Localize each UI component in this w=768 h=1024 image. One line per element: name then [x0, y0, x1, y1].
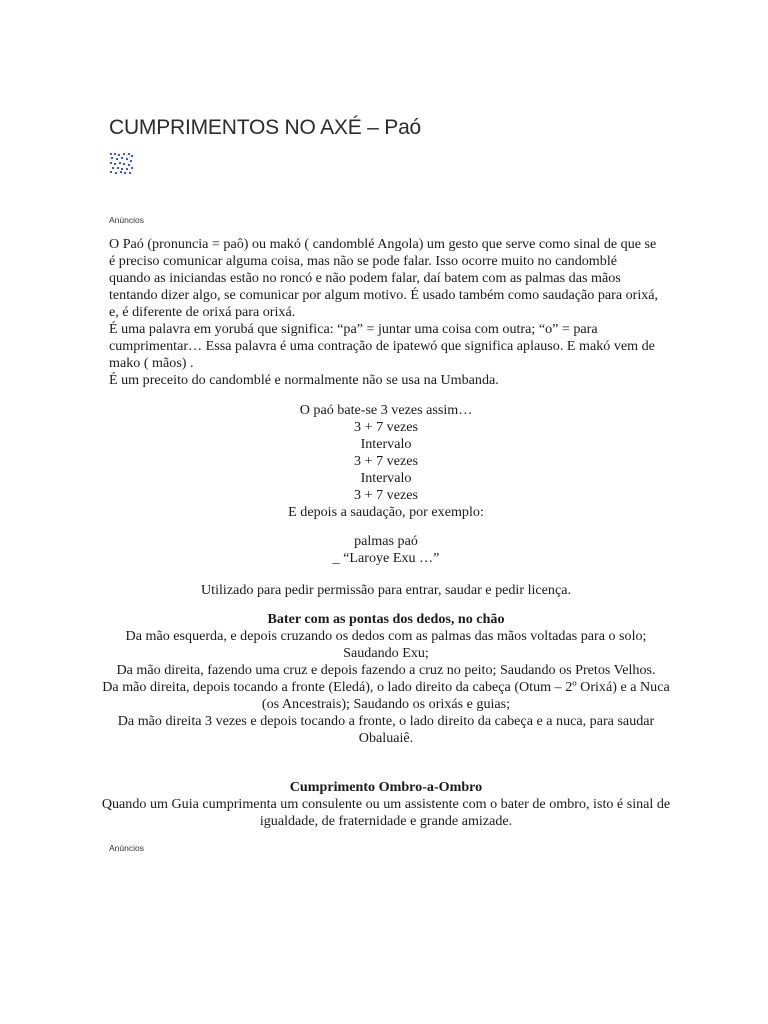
intro-paragraph: O Paó (pronuncia = paô) ou makó ( candomblé Angola) um gesto que serve como sinal de que se é preciso comunicar alguma coisa, mas não se pode falar. Isso ocorre muito no candomblé quando as iniciandas estão no roncó e não podem falar, daí batem com as palmas das mãos tentando dizer algo, se comunicar por algum motivo. É usado também como saudação para orixá, e, é diferente de orixá para orixá. [109, 236, 659, 320]
pao-line: 3 + 7 vezes [354, 453, 418, 469]
example-block [100, 533, 672, 567]
section-line: Da mão direita 3 vezes e depois tocando a fronte, o lado direito da cabeça e a nuca, para saudar Obaluaiê. [117, 713, 655, 746]
intro-paragraph: É uma palavra em yorubá que significa: “pa” = juntar uma coisa com outra; “o” = para cumprimentar… Essa palavra é uma contração de ipatewó que significa aplauso. E makó vem de mako ( mãos) . [109, 321, 655, 371]
section-heading: Cumprimento Ombro-a-Ombro [289, 779, 483, 795]
section-fingertips [100, 611, 672, 747]
section-shoulder [100, 779, 672, 830]
pao-line: 3 + 7 vezes [354, 487, 418, 503]
thumbnail-image-icon [109, 152, 134, 175]
section-line: Quando um Guia cumprimenta um consulente ou um assistente com o bater de ombro, isto é sinal de igualdade, de fraternidade e grande amizade. [101, 796, 671, 829]
intro-paragraph: É um preceito do candomblé e normalmente não se usa na Umbanda. [109, 372, 499, 388]
usage-text [100, 582, 672, 599]
page-title: CUMPRIMENTOS NO AXÉ – Paó [109, 116, 422, 139]
pao-line: E depois a saudação, por exemplo: [288, 504, 484, 520]
ads-label: Anúncios [109, 215, 144, 225]
usage-line: Utilizado para pedir permissão para entrar, saudar e pedir licença. [200, 582, 571, 598]
pao-line: 3 + 7 vezes [354, 419, 418, 435]
ads-label: Anúncios [109, 843, 144, 853]
example-line: palmas paó [354, 533, 418, 549]
intro-text [109, 236, 661, 389]
section-line: Da mão esquerda, e depois cruzando os dedos com as palmas das mãos voltadas para o solo; Saudando Exu; [125, 628, 647, 661]
pao-line: Intervalo [360, 436, 412, 452]
section-line: Da mão direita, fazendo uma cruz e depois fazendo a cruz no peito; Saudando os Pretos Velhos. [116, 662, 656, 678]
section-line: Da mão direita, depois tocando a fronte (Eledá), o lado direito da cabeça (Otum – 2º Orixá) e a Nuca (os Ancestrais); Saudando os orixás e guias; [102, 679, 670, 712]
pao-line: O paó bate-se 3 vezes assim… [299, 402, 473, 418]
section-heading: Bater com as pontas dos dedos, no chão [267, 611, 505, 627]
pao-line: Intervalo [360, 470, 412, 486]
pao-sequence [100, 402, 672, 521]
example-line: _ “Laroye Exu …” [332, 550, 440, 566]
